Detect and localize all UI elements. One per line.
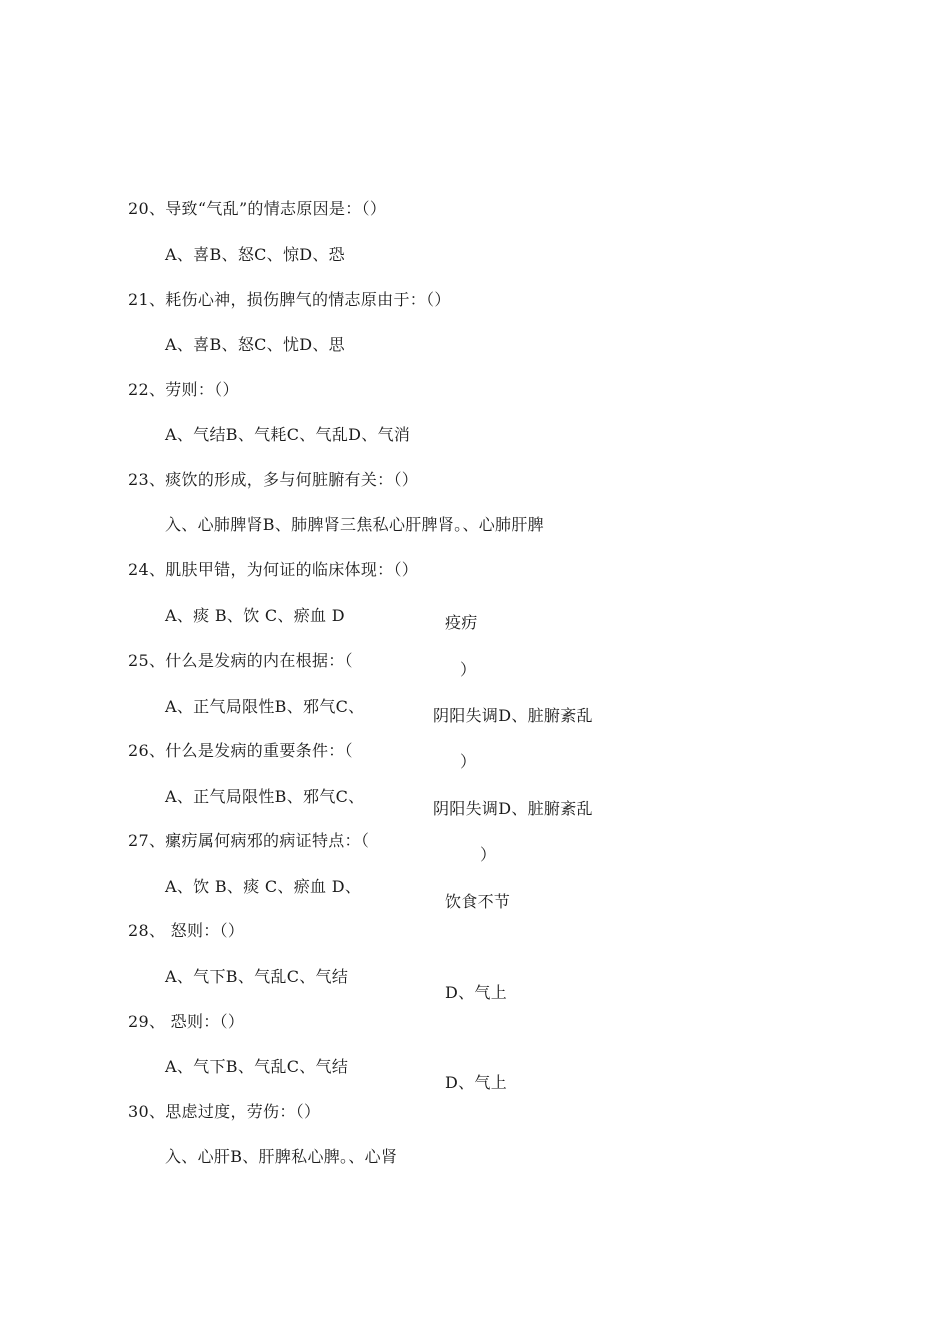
question-options: A、痰 B、饮 C、瘀血 D (165, 606, 345, 625)
question-options-continued: 疫疠 (445, 613, 478, 632)
question-stem: 30、思虑过度，劳伤：（） (128, 1102, 321, 1121)
question-stem: 22、劳则：（） (128, 380, 239, 399)
question-stem: 28、 怒则：（） (128, 921, 245, 940)
question-stem: 29、 恐则：（） (128, 1012, 245, 1031)
question-options: 入、心肝B、肝脾私心脾。、心肾 (165, 1147, 398, 1166)
question-options-continued: 阴阳失调D、脏腑紊乱 (433, 799, 593, 818)
question-options: A、气下B、气乱C、气结 (165, 1057, 349, 1076)
question-stem: 25、什么是发病的内在根据：（ (128, 651, 353, 670)
question-options: A、喜B、怒C、忧D、思 (165, 335, 345, 354)
question-stem: 21、耗伤心神，损伤脾气的情志原由于：（） (128, 290, 451, 309)
question-stem: 20、导致“气乱”的情志原因是：（） (128, 199, 387, 218)
question-stem: 24、肌肤甲错，为何证的临床体现：（） (128, 560, 419, 579)
question-options-continued: D、气上 (445, 1073, 508, 1092)
question-stem: 27、瘰疠属何病邪的病证特点：（ (128, 831, 370, 850)
question-options: A、饮 B、痰 C、瘀血 D、 (165, 877, 362, 896)
question-options: A、气结B、气耗C、气乱D、气消 (165, 425, 411, 444)
question-options-continued: 阴阳失调D、脏腑紊乱 (433, 706, 593, 725)
question-options: A、正气局限性B、邪气C、 (165, 697, 365, 716)
question-options: 入、心肺脾肾B、肺脾肾三焦私心肝脾肾。、心肺肝脾 (165, 515, 544, 534)
question-stem-continued: ） (480, 845, 497, 864)
question-options-continued: 饮食不节 (445, 892, 511, 911)
question-stem: 23、痰饮的形成，多与何脏腑有关：（） (128, 470, 419, 489)
question-options: A、气下B、气乱C、气结 (165, 967, 349, 986)
question-options: A、喜B、怒C、惊D、恐 (165, 245, 345, 264)
question-stem: 26、什么是发病的重要条件：（ (128, 741, 353, 760)
question-options-continued: D、气上 (445, 983, 508, 1002)
question-stem-continued: ） (460, 752, 477, 771)
question-options: A、正气局限性B、邪气C、 (165, 787, 365, 806)
question-stem-continued: ） (460, 660, 477, 679)
